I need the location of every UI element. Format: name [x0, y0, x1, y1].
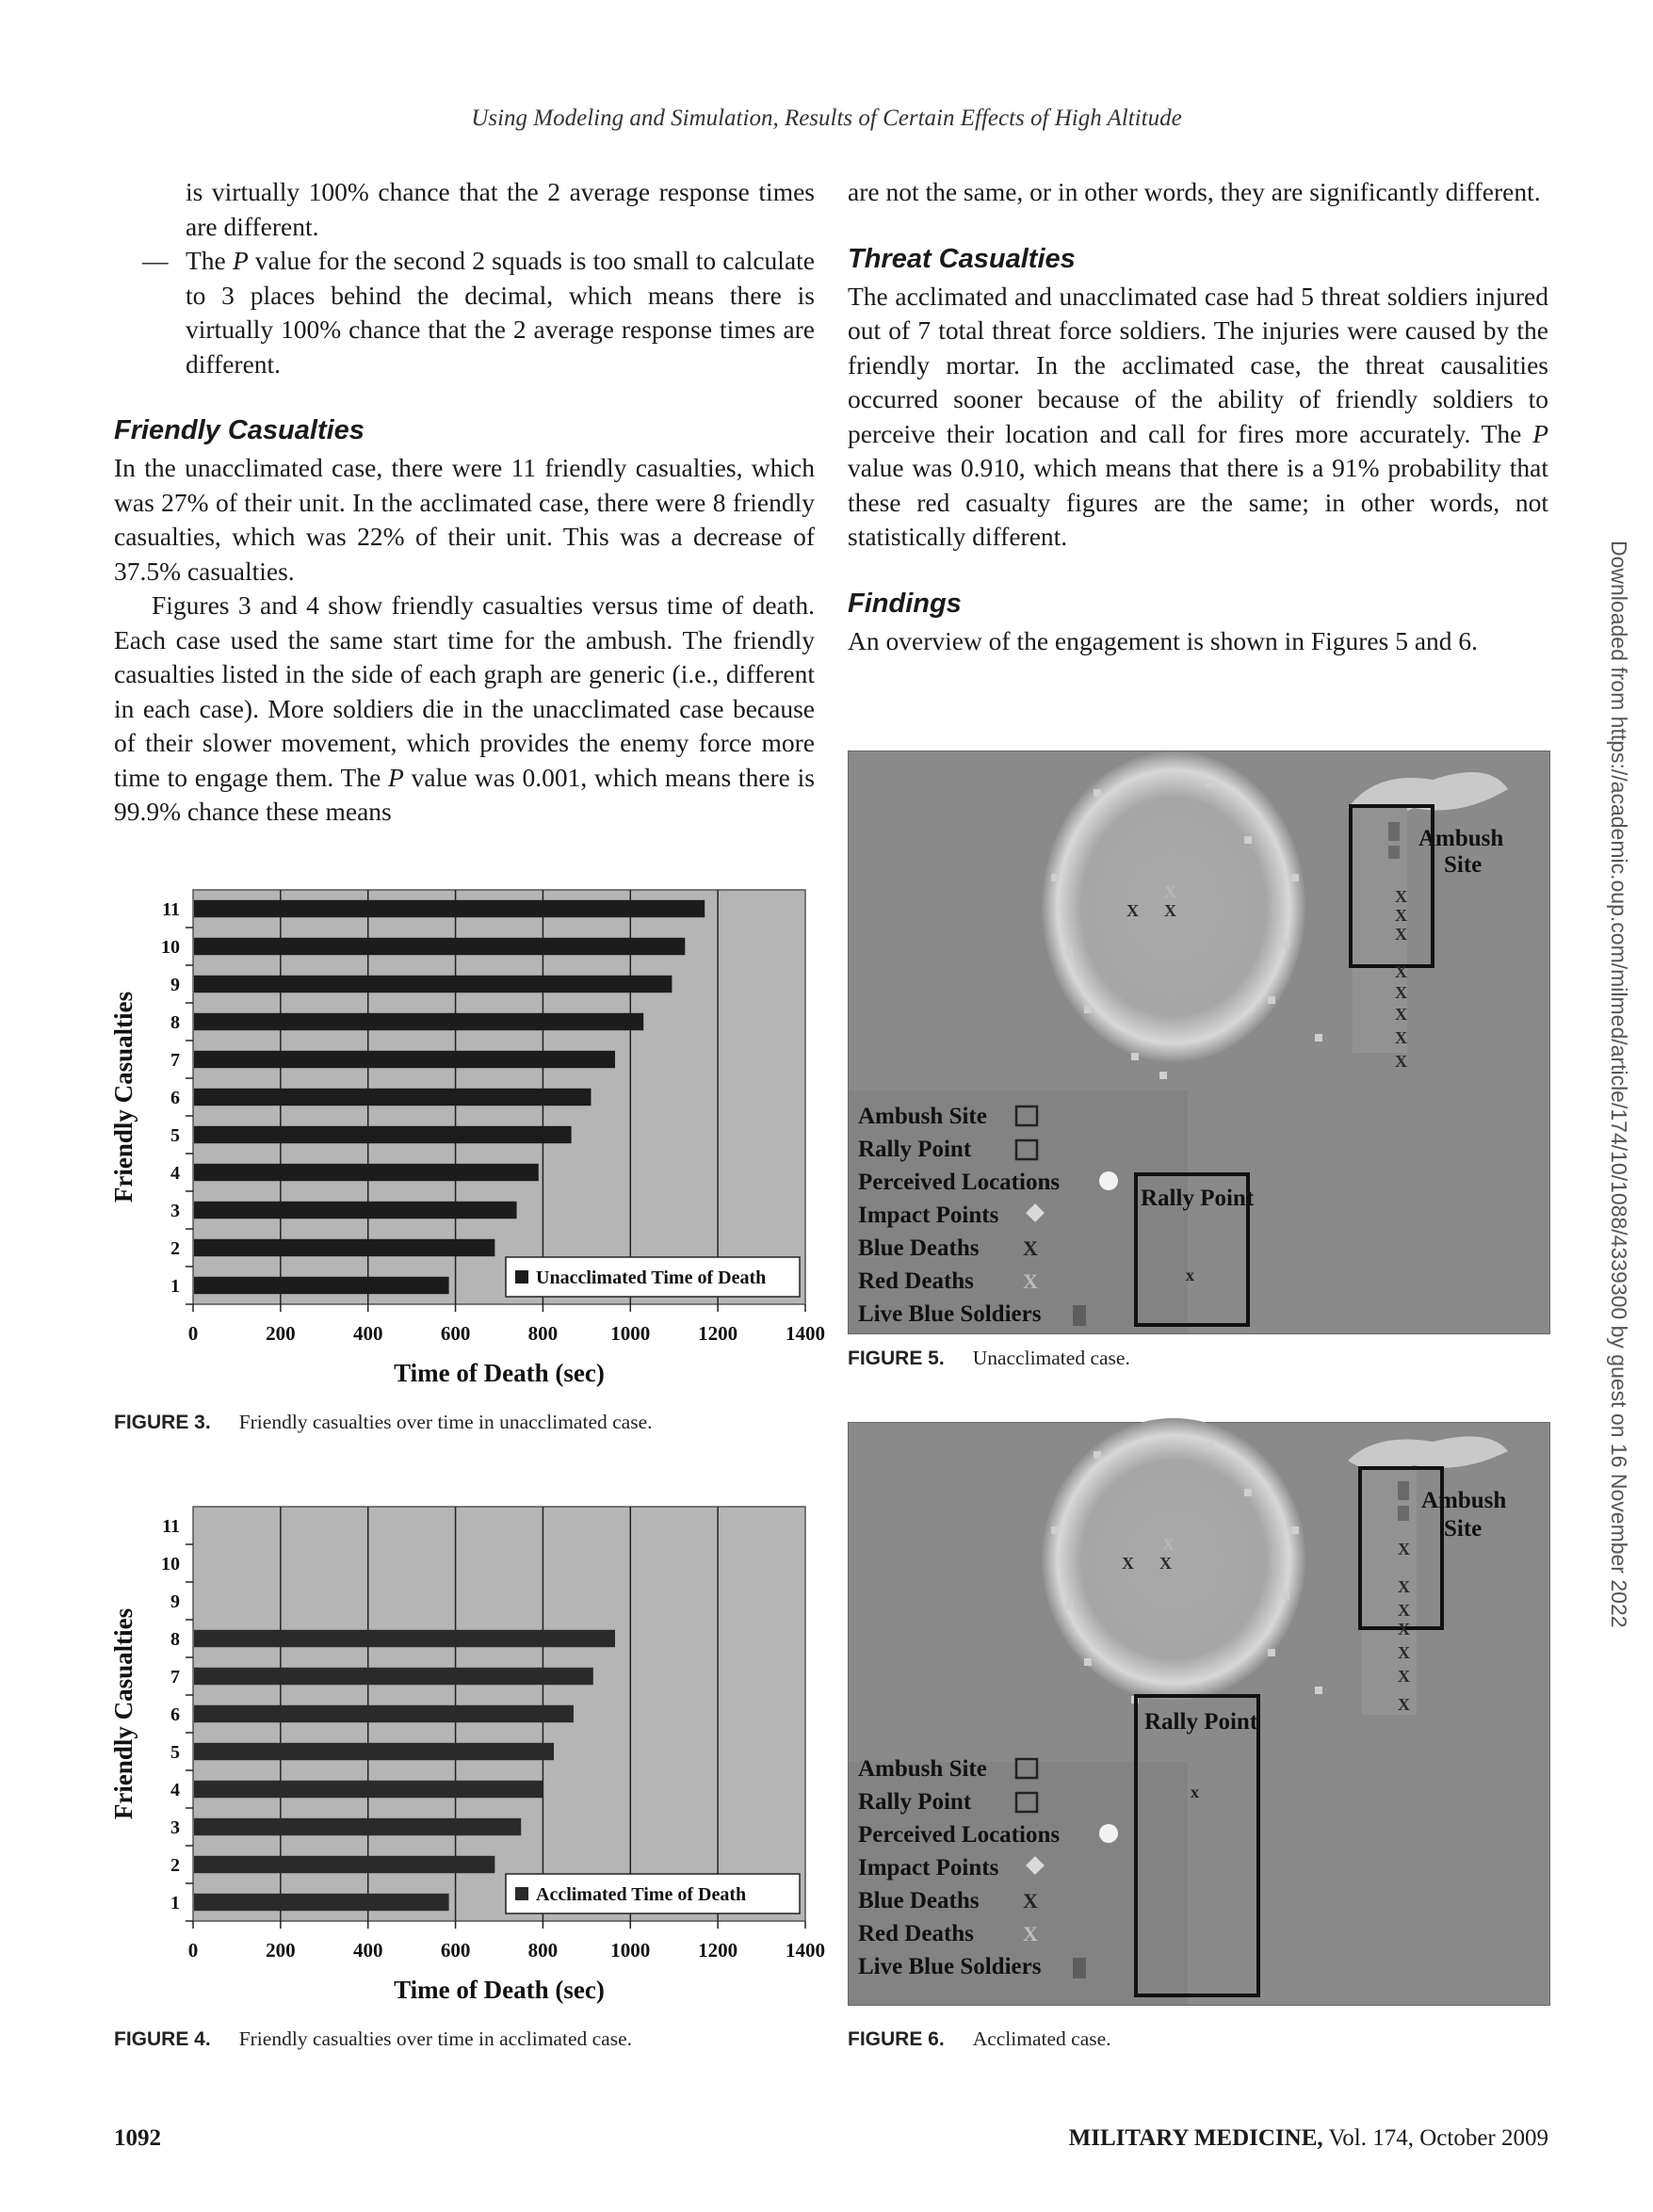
x-tick-label: 1400 [786, 1322, 825, 1345]
legend-label: Acclimated Time of Death [536, 1884, 747, 1905]
y-tick-label: 11 [162, 899, 180, 920]
svg-text:X: X [1398, 1643, 1410, 1662]
running-head: Using Modeling and Simulation, Results of Certain Effects of High Altitude [471, 105, 1182, 131]
svg-text:X: X [1395, 983, 1407, 1002]
legend-live-blue-soldiers: Live Blue Soldiers [858, 1301, 1042, 1327]
y-tick-label: 1 [170, 1893, 180, 1913]
svg-text:X: X [1164, 901, 1176, 920]
continued-bullet-text: is virtually 100% chance that the 2 average response times are different. [186, 177, 815, 241]
y-tick-label: 6 [170, 1704, 180, 1725]
svg-text:X: X [1395, 1028, 1407, 1047]
section-heading-threat: Threat Casualties [848, 243, 1076, 274]
y-tick-label: 5 [170, 1742, 180, 1763]
figure-caption-text: Acclimated case. [972, 2027, 1111, 2050]
x-tick-label: 400 [352, 1322, 383, 1345]
x-tick-label: 1200 [698, 1939, 738, 1962]
figure-4-caption [114, 2027, 632, 2051]
rally-marker: x [1191, 1783, 1199, 1801]
friendly-paragraph-1: In the unacclimated case, there were 11 friendly casualties, which was 27% of their unit. In the acclimated case, there were 8 friendly casualties, which was 22% of their unit. This was a decrease of 37.5% casualties. [114, 453, 815, 586]
x-tick-label: 0 [187, 1939, 199, 1962]
legend-swatch [515, 1270, 528, 1284]
red-death-markers [1164, 882, 1176, 901]
legend-blue-deaths: Blue Deaths [858, 1235, 980, 1261]
bar [194, 1781, 543, 1798]
figure-label: FIGURE 5. [848, 1348, 945, 1369]
figure-6-caption [848, 2027, 1111, 2051]
x-axis-label: Time of Death (sec) [394, 1976, 605, 2004]
bar [194, 1202, 517, 1219]
bullet-text-post: value for the second 2 squads is too small to calculate to 3 places behind the decimal, which means there is virtually 100% chance that the 2 average response times are different. [186, 246, 815, 379]
bar [194, 1668, 593, 1685]
y-tick-label: 2 [170, 1855, 180, 1876]
bullet-item [114, 244, 815, 381]
figure-4-chart [104, 1497, 825, 2020]
svg-text:X: X [1162, 1535, 1175, 1554]
ambush-site-label-2: Site [1444, 1516, 1483, 1542]
y-tick-label: 10 [161, 1554, 180, 1574]
legend-rally-point: Rally Point [858, 1789, 972, 1815]
y-tick-label: 6 [170, 1088, 180, 1108]
perceived-locations-swatch [1099, 1824, 1118, 1843]
y-axis-label: Friendly Casualties [109, 991, 138, 1203]
p-symbol: P [388, 762, 404, 792]
threat-pre: The acclimated and unacclimated case had 5 threat soldiers injured out of 7 total threat force soldiers. The injuries were caused by the friendly mortar. In the acclimated case, the threat causalities occurred sooner because of the ability of friendly soldiers to perceive their location and call for fires more accurately. The [848, 281, 1548, 448]
figure-5-map [848, 751, 1550, 1334]
y-tick-label: 3 [170, 1201, 180, 1221]
x-tick-label: 1000 [610, 1322, 651, 1345]
y-tick-label: 9 [170, 975, 180, 995]
figure-5-caption [848, 1347, 1130, 1370]
perceived-locations-cloud [1042, 1418, 1305, 1701]
svg-text:X: X [1398, 1667, 1410, 1686]
journal-name: MILITARY MEDICINE, [1068, 2125, 1323, 2151]
x-tick-label: 600 [440, 1322, 471, 1345]
bar [194, 976, 672, 993]
legend-label: Unacclimated Time of Death [536, 1267, 767, 1288]
svg-text:X: X [1122, 1554, 1134, 1573]
ambush-site-label-2: Site [1444, 852, 1483, 878]
rally-marker: x [1186, 1266, 1194, 1284]
y-tick-label: 5 [170, 1125, 180, 1146]
svg-text:X: X [1398, 1620, 1410, 1639]
x-tick-label: 1000 [610, 1939, 651, 1962]
svg-text:X: X [1395, 962, 1407, 981]
x-tick-label: 400 [352, 1939, 383, 1962]
red-death-markers [1162, 1535, 1175, 1554]
svg-text:X: X [1395, 906, 1407, 925]
y-tick-label: 7 [170, 1667, 180, 1687]
bar [194, 1743, 554, 1760]
y-tick-label: 2 [170, 1238, 180, 1259]
svg-text:X: X [1398, 1577, 1410, 1596]
legend-red-deaths: Red Deaths [858, 1268, 974, 1294]
friendly-p2-post: value was 0.001, which means there is 99.9% chance these means [114, 762, 815, 826]
y-tick-label: 11 [162, 1516, 180, 1537]
legend-impact-points: Impact Points [858, 1203, 999, 1228]
left-column [114, 175, 815, 830]
bar [194, 1013, 643, 1030]
bar [194, 1277, 449, 1294]
bar [194, 938, 685, 955]
ambush-site-label-1: Ambush [1418, 826, 1504, 851]
x-axis-label: Time of Death (sec) [394, 1359, 605, 1387]
section-heading-findings: Findings [848, 588, 962, 619]
bar [194, 1856, 494, 1873]
figure-3-caption [114, 1411, 653, 1434]
map-canvas-6 [849, 1423, 1549, 2005]
x-tick-label: 200 [266, 1939, 296, 1962]
svg-text:X: X [1398, 1540, 1410, 1558]
bar [194, 1894, 449, 1911]
x-tick-label: 800 [527, 1939, 559, 1962]
y-tick-label: 10 [161, 937, 180, 958]
svg-text:X: X [1398, 1695, 1410, 1714]
blue-deaths-swatch: X [1023, 1236, 1038, 1260]
continued-text: are not the same, or in other words, they are significantly different. [848, 177, 1541, 206]
figure-caption-text: Friendly casualties over time in unacclimated case. [238, 1411, 653, 1433]
legend-impact-points: Impact Points [858, 1855, 999, 1881]
bullet-text-pre: The [186, 246, 233, 275]
bullet-dash: — [142, 246, 169, 275]
bar [194, 1630, 615, 1647]
p-symbol: P [1532, 418, 1548, 448]
legend-live-blue-soldiers: Live Blue Soldiers [858, 1954, 1042, 1979]
live-blue-soldiers-swatch [1073, 1958, 1086, 1978]
figure-caption-text: Unacclimated case. [972, 1347, 1130, 1369]
rally-point-label: Rally Point [1141, 1186, 1255, 1211]
x-tick-label: 600 [440, 1939, 471, 1962]
svg-text:X: X [1395, 887, 1407, 906]
figure-caption-text: Friendly casualties over time in acclimated case. [238, 2027, 632, 2050]
legend-perceived-locations: Perceived Locations [858, 1822, 1061, 1848]
legend-swatch [515, 1887, 528, 1900]
bar [194, 1089, 592, 1106]
blue-deaths-swatch: X [1023, 1889, 1038, 1913]
svg-text:X: X [1159, 1554, 1172, 1573]
legend-ambush-site: Ambush Site [858, 1104, 987, 1129]
red-deaths-swatch: X [1023, 1922, 1038, 1946]
figure-label: FIGURE 3. [114, 1412, 211, 1433]
svg-text:X: X [1395, 1005, 1407, 1024]
bar [194, 1126, 572, 1143]
bar [194, 1164, 539, 1181]
svg-text:X: X [1398, 1601, 1410, 1620]
y-tick-label: 9 [170, 1591, 180, 1612]
figure-6-map [848, 1422, 1550, 2006]
figure-3-chart [104, 880, 825, 1403]
y-tick-label: 8 [170, 1629, 180, 1650]
journal-citation [1069, 2125, 1548, 2152]
bar [194, 1239, 494, 1256]
right-column [848, 175, 1548, 658]
svg-text:X: X [1164, 882, 1176, 901]
y-axis-label: Friendly Casualties [109, 1607, 138, 1820]
red-deaths-swatch: X [1023, 1269, 1038, 1293]
y-tick-label: 7 [170, 1050, 180, 1071]
x-tick-label: 200 [266, 1322, 296, 1345]
svg-text:X: X [1126, 901, 1139, 920]
x-tick-label: 0 [187, 1322, 199, 1345]
y-tick-label: 3 [170, 1817, 180, 1838]
rally-point-label: Rally Point [1144, 1709, 1258, 1735]
legend-blue-deaths: Blue Deaths [858, 1888, 980, 1913]
figure-label: FIGURE 6. [848, 2028, 945, 2050]
bar [194, 1818, 521, 1835]
bar [194, 900, 705, 917]
y-tick-label: 1 [170, 1276, 180, 1297]
legend-ambush-site: Ambush Site [858, 1756, 987, 1782]
findings-paragraph: An overview of the engagement is shown in Figures 5 and 6. [848, 625, 1479, 655]
section-heading-friendly: Friendly Casualties [114, 415, 365, 445]
friendly-p2-pre: Figures 3 and 4 show friendly casualties versus time of death. Each case used the same start time for the ambush. The friendly casualties listed in the side of each graph are generic (i.e., different in each case). More soldiers die in the unacclimated case because of their slower movement, which provides the enemy force more time to engage them. The [114, 590, 815, 792]
legend-rally-point: Rally Point [858, 1137, 972, 1162]
svg-text:X: X [1395, 925, 1407, 944]
legend-red-deaths: Red Deaths [858, 1921, 974, 1946]
x-tick-label: 1200 [698, 1322, 738, 1345]
download-note: Downloaded from https://academic.oup.com/milmed/article/174/10/1088/4339300 by guest on 16 November 2022 [1607, 541, 1631, 1628]
x-tick-label: 1400 [786, 1939, 825, 1962]
threat-paragraph [848, 280, 1548, 555]
friendly-paragraph-2 [114, 589, 815, 830]
ambush-site-label-1: Ambush [1421, 1488, 1507, 1513]
legend-perceived-locations: Perceived Locations [858, 1170, 1061, 1195]
y-tick-label: 8 [170, 1012, 180, 1033]
bar [194, 1051, 615, 1068]
figure-label: FIGURE 4. [114, 2028, 211, 2050]
perceived-locations-swatch [1099, 1171, 1118, 1190]
threat-post: value was 0.910, which means that there is a 91% probability that these red casualty figures are the same; in other words, not statistically different. [848, 453, 1548, 551]
svg-text:X: X [1395, 1052, 1407, 1071]
live-blue-soldiers-swatch [1073, 1305, 1086, 1326]
live-blue-soldiers [1388, 822, 1400, 859]
p-symbol: P [232, 246, 249, 275]
journal-issue: Vol. 174, October 2009 [1322, 2125, 1548, 2151]
bar [194, 1705, 574, 1722]
page-number: 1092 [114, 2125, 161, 2151]
map-canvas-5 [849, 751, 1549, 1333]
y-tick-label: 4 [170, 1780, 180, 1800]
y-tick-label: 4 [170, 1163, 180, 1184]
x-tick-label: 800 [527, 1322, 559, 1345]
